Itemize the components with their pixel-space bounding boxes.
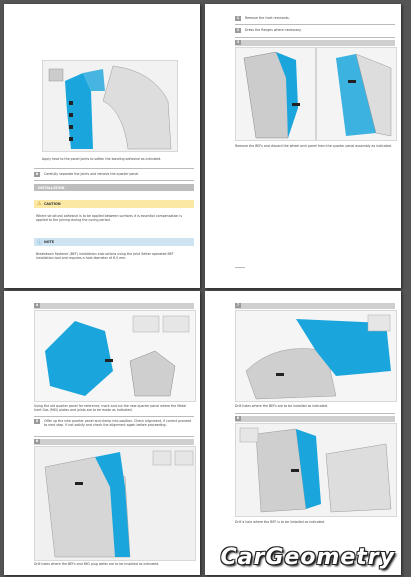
divider [235, 24, 395, 25]
divider [34, 168, 194, 169]
wheel-arch-image [235, 47, 397, 141]
manual-page-2 [205, 4, 401, 288]
quarter-panel-heat-image [42, 60, 178, 152]
installation-header [34, 184, 194, 191]
new-quarter-panel-illustration [35, 311, 195, 401]
manual-page-1 [4, 4, 200, 288]
step-3-header [235, 40, 395, 46]
step-2-text: Dress the flanges where necessary. [245, 28, 302, 32]
divider [34, 416, 194, 417]
caution-label: CAUTION [44, 202, 61, 206]
step-6-header [34, 439, 194, 445]
befs-install-illustration [236, 311, 396, 401]
step-number-4: 4 [35, 303, 39, 307]
caution-text: Where structural adhesive is to be applied between surfaces it is essential compensation is applied to the joining during the curing period. [36, 214, 182, 223]
step-number-6: 6 [35, 439, 39, 443]
step-number-3: 3 [236, 40, 240, 44]
befs-install-image [235, 310, 397, 402]
bef-hole-image [235, 423, 397, 517]
divider [34, 436, 194, 437]
step-8-header [235, 416, 395, 422]
step-5-caption: Offer up the new quarter panel and clamp into position. Check alignment, if correct proceed to next step. If not satisfy and check the alignment again before proceeding. [44, 419, 192, 428]
divider [34, 180, 194, 181]
divider [235, 413, 395, 414]
manual-page-3 [4, 291, 200, 575]
note-label: NOTE [44, 240, 55, 244]
step-number-b: b [35, 172, 39, 176]
step-number-5: 5 [35, 419, 39, 423]
step-8-caption: Drill a hole where the BEF is to be installed as indicated. [235, 520, 326, 524]
step-number-2: 2 [236, 28, 240, 32]
cargeometry-watermark: CarGeometry [220, 545, 395, 570]
step-6-caption: Drill holes where the BEFs and MIG plug welds are to be installed as indicated. [34, 562, 160, 566]
note-text: Breakdown Fastener (BEF) installation instructions using the Joint Setter operated BEF installation tool and requires a hole diameter of 6.5 mm. [36, 252, 174, 261]
step-b-text: Carefully separate the joints and remove the quarter panel. [44, 172, 140, 176]
manual-page-4 [205, 291, 401, 575]
divider [235, 37, 395, 38]
step-7-caption: Drill holes where the BEFs are to be installed as indicated. [235, 404, 328, 408]
step-1-text: Remove the rivet remnants. [245, 16, 290, 20]
drill-holes-image [34, 446, 196, 561]
step-caption-heat: Apply heat to the panel joints to soften the bonding adhesive as indicated. [42, 157, 162, 161]
drill-holes-illustration [35, 447, 195, 560]
step-number-1: 1 [236, 16, 240, 20]
note-banner [34, 238, 194, 246]
info-icon: ⓘ [37, 240, 43, 246]
quarter-panel-illustration [43, 61, 177, 151]
step-number-8: 8 [236, 416, 240, 420]
installation-label: INSTALLATION [38, 185, 65, 190]
step-number-7: 7 [236, 303, 240, 307]
caution-banner [34, 200, 194, 208]
wheel-arch-illustration [236, 48, 396, 140]
step-4-caption: Using the old quarter panel for reference, mark and cut the new quarter panel where the Metal Inert Gas (MIG) plates and joints are to be made as indicated. [34, 404, 187, 413]
step-4-header [34, 303, 194, 309]
warning-icon: ⚠ [37, 201, 42, 207]
new-quarter-panel-image [34, 310, 196, 402]
divider [235, 267, 245, 268]
step-7-header [235, 303, 395, 309]
bef-hole-illustration [236, 424, 396, 516]
step-3-caption: Remove the BEFs and discard the wheel arch panel from the quarter panel assembly as indicated. [235, 144, 392, 148]
